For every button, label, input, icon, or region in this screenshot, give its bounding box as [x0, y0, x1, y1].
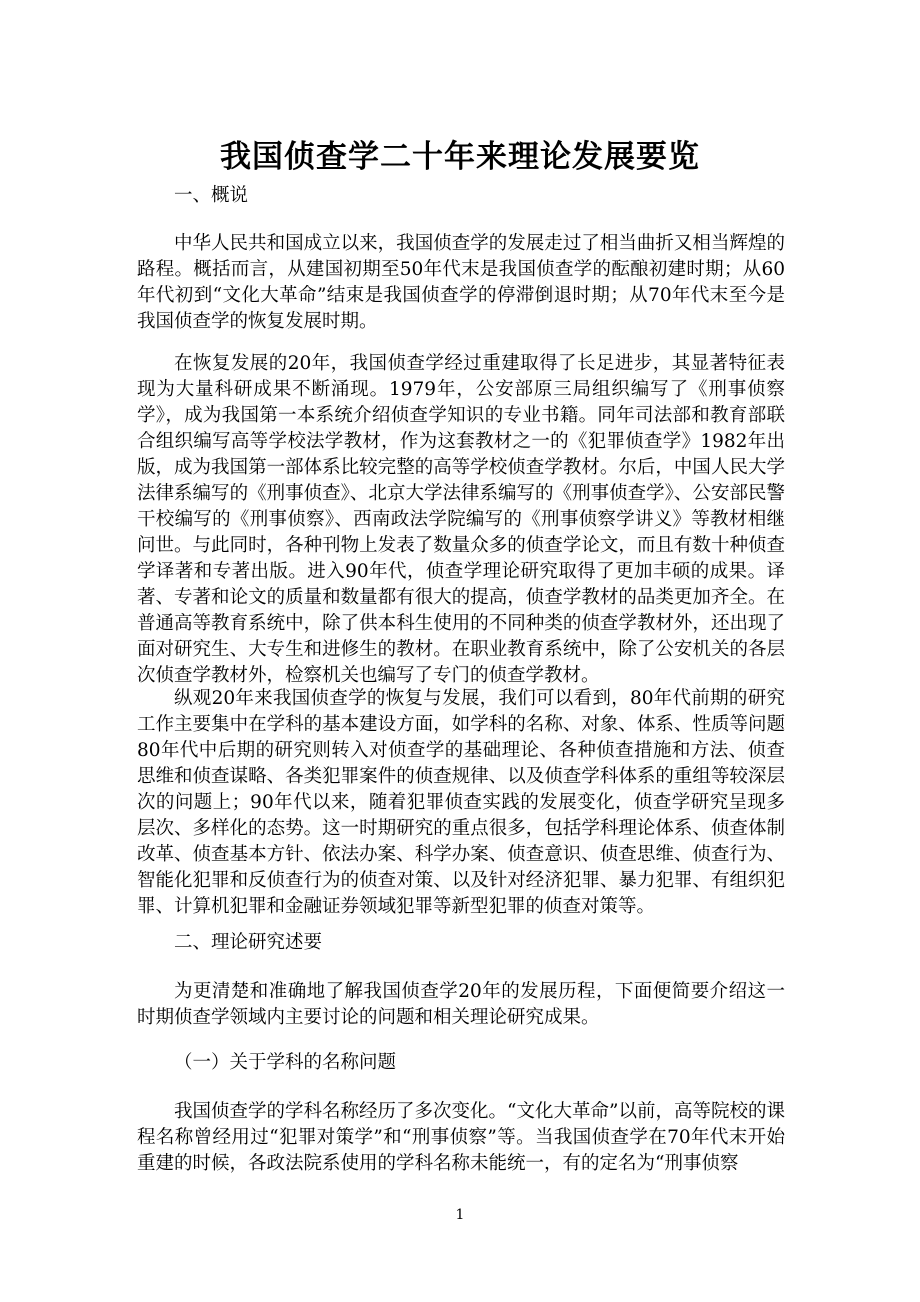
- document-title: 我国侦查学二十年来理论发展要览: [220, 138, 700, 175]
- paragraph-theory-intro: 为更清楚和准确地了解我国侦查学20年的发展历程，下面便简要介绍这一时期侦查学领域内主要讨论的问题和相关理论研究成果。: [137, 981, 785, 1028]
- paragraph-recovery-development: 在恢复发展的20年，我国侦查学经过重建取得了长足进步，其显著特征表现为大量科研成果不断涌现。1979年，公安部原三局组织编写了《刑事侦察学》，成为我国第一本系统介绍侦查学知识的专业书籍。同年司法部和教育部联合组织编写高等学校法学教材，作为这套教材之一的《犯罪侦查学》1982年出版，成为我国第一部体系比较完整的高等学校侦查学教材。尔后，中国人民大学法律系编写的《刑事侦查》、北京大学法律系编写的《刑事侦查学》、公安部民警干校编写的《刑事侦察》、西南政法学院编写的《刑事侦察学讲义》等教材相继问世。与此同时，各种刊物上发表了数量众多的侦查学论文，而且有数十种侦查学译著和专著出版。进入90年代，侦查学理论研究取得了更加丰硕的成果。译著、专著和论文的质量和数量都有很大的提高，侦查学教材的品类更加齐全。在普通高等教育系统中，除了供本科生使用的不同种类的侦查学教材外，还出现了面对研究生、大专生和进修生的教材。在职业教育系统中，除了公安机关的各层次侦查学教材外，检察机关也编写了专门的侦查学教材。: [137, 353, 785, 686]
- paragraph-research-overview: 纵观20年来我国侦查学的恢复与发展，我们可以看到，80年代前期的研究工作主要集中在学科的基本建设方面，如学科的名称、对象、体系、性质等问题80年代中后期的研究则转入对侦查学的基础理论、各种侦查措施和方法、侦查思维和侦查谋略、各类犯罪案件的侦查规律、以及侦查学科体系的重组等较深层次的问题上；90年代以来，随着犯罪侦查实践的发展变化，侦查学研究呈现多层次、多样化的态势。这一时期研究的重点很多，包括学科理论体系、侦查体制改革、侦查基本方针、依法办案、科学办案、侦查意识、侦查思维、侦查行为、智能化犯罪和反侦查行为的侦查对策、以及针对经济犯罪、暴力犯罪、有组织犯罪、计算机犯罪和金融证券领域犯罪等新型犯罪的侦查对策等。: [137, 688, 785, 917]
- section-heading-theory-review: 二、理论研究述要: [174, 932, 323, 953]
- subsection-heading-discipline-name: （一）关于学科的名称问题: [174, 1052, 397, 1073]
- page-number: 1: [455, 1207, 465, 1223]
- paragraph-discipline-name: 我国侦查学的学科名称经历了多次变化。“文化大革命”以前，高等院校的课程名称曾经用过“犯罪对策学”和“刑事侦察”等。当我国侦查学在70年代末开始重建的时候，各政法院系使用的学科名称未能统一，有的定名为“刑事侦察: [137, 1101, 785, 1174]
- section-heading-overview: 一、概说: [174, 185, 249, 206]
- paragraph-history-overview: 中华人民共和国成立以来，我国侦查学的发展走过了相当曲折又相当辉煌的路程。概括而言，从建国初期至50年代末是我国侦查学的酝酿初建时期；从60年代初到“文化大革命”结束是我国侦查学的停滞倒退时期；从70年代末至今是我国侦查学的恢复发展时期。: [137, 233, 785, 332]
